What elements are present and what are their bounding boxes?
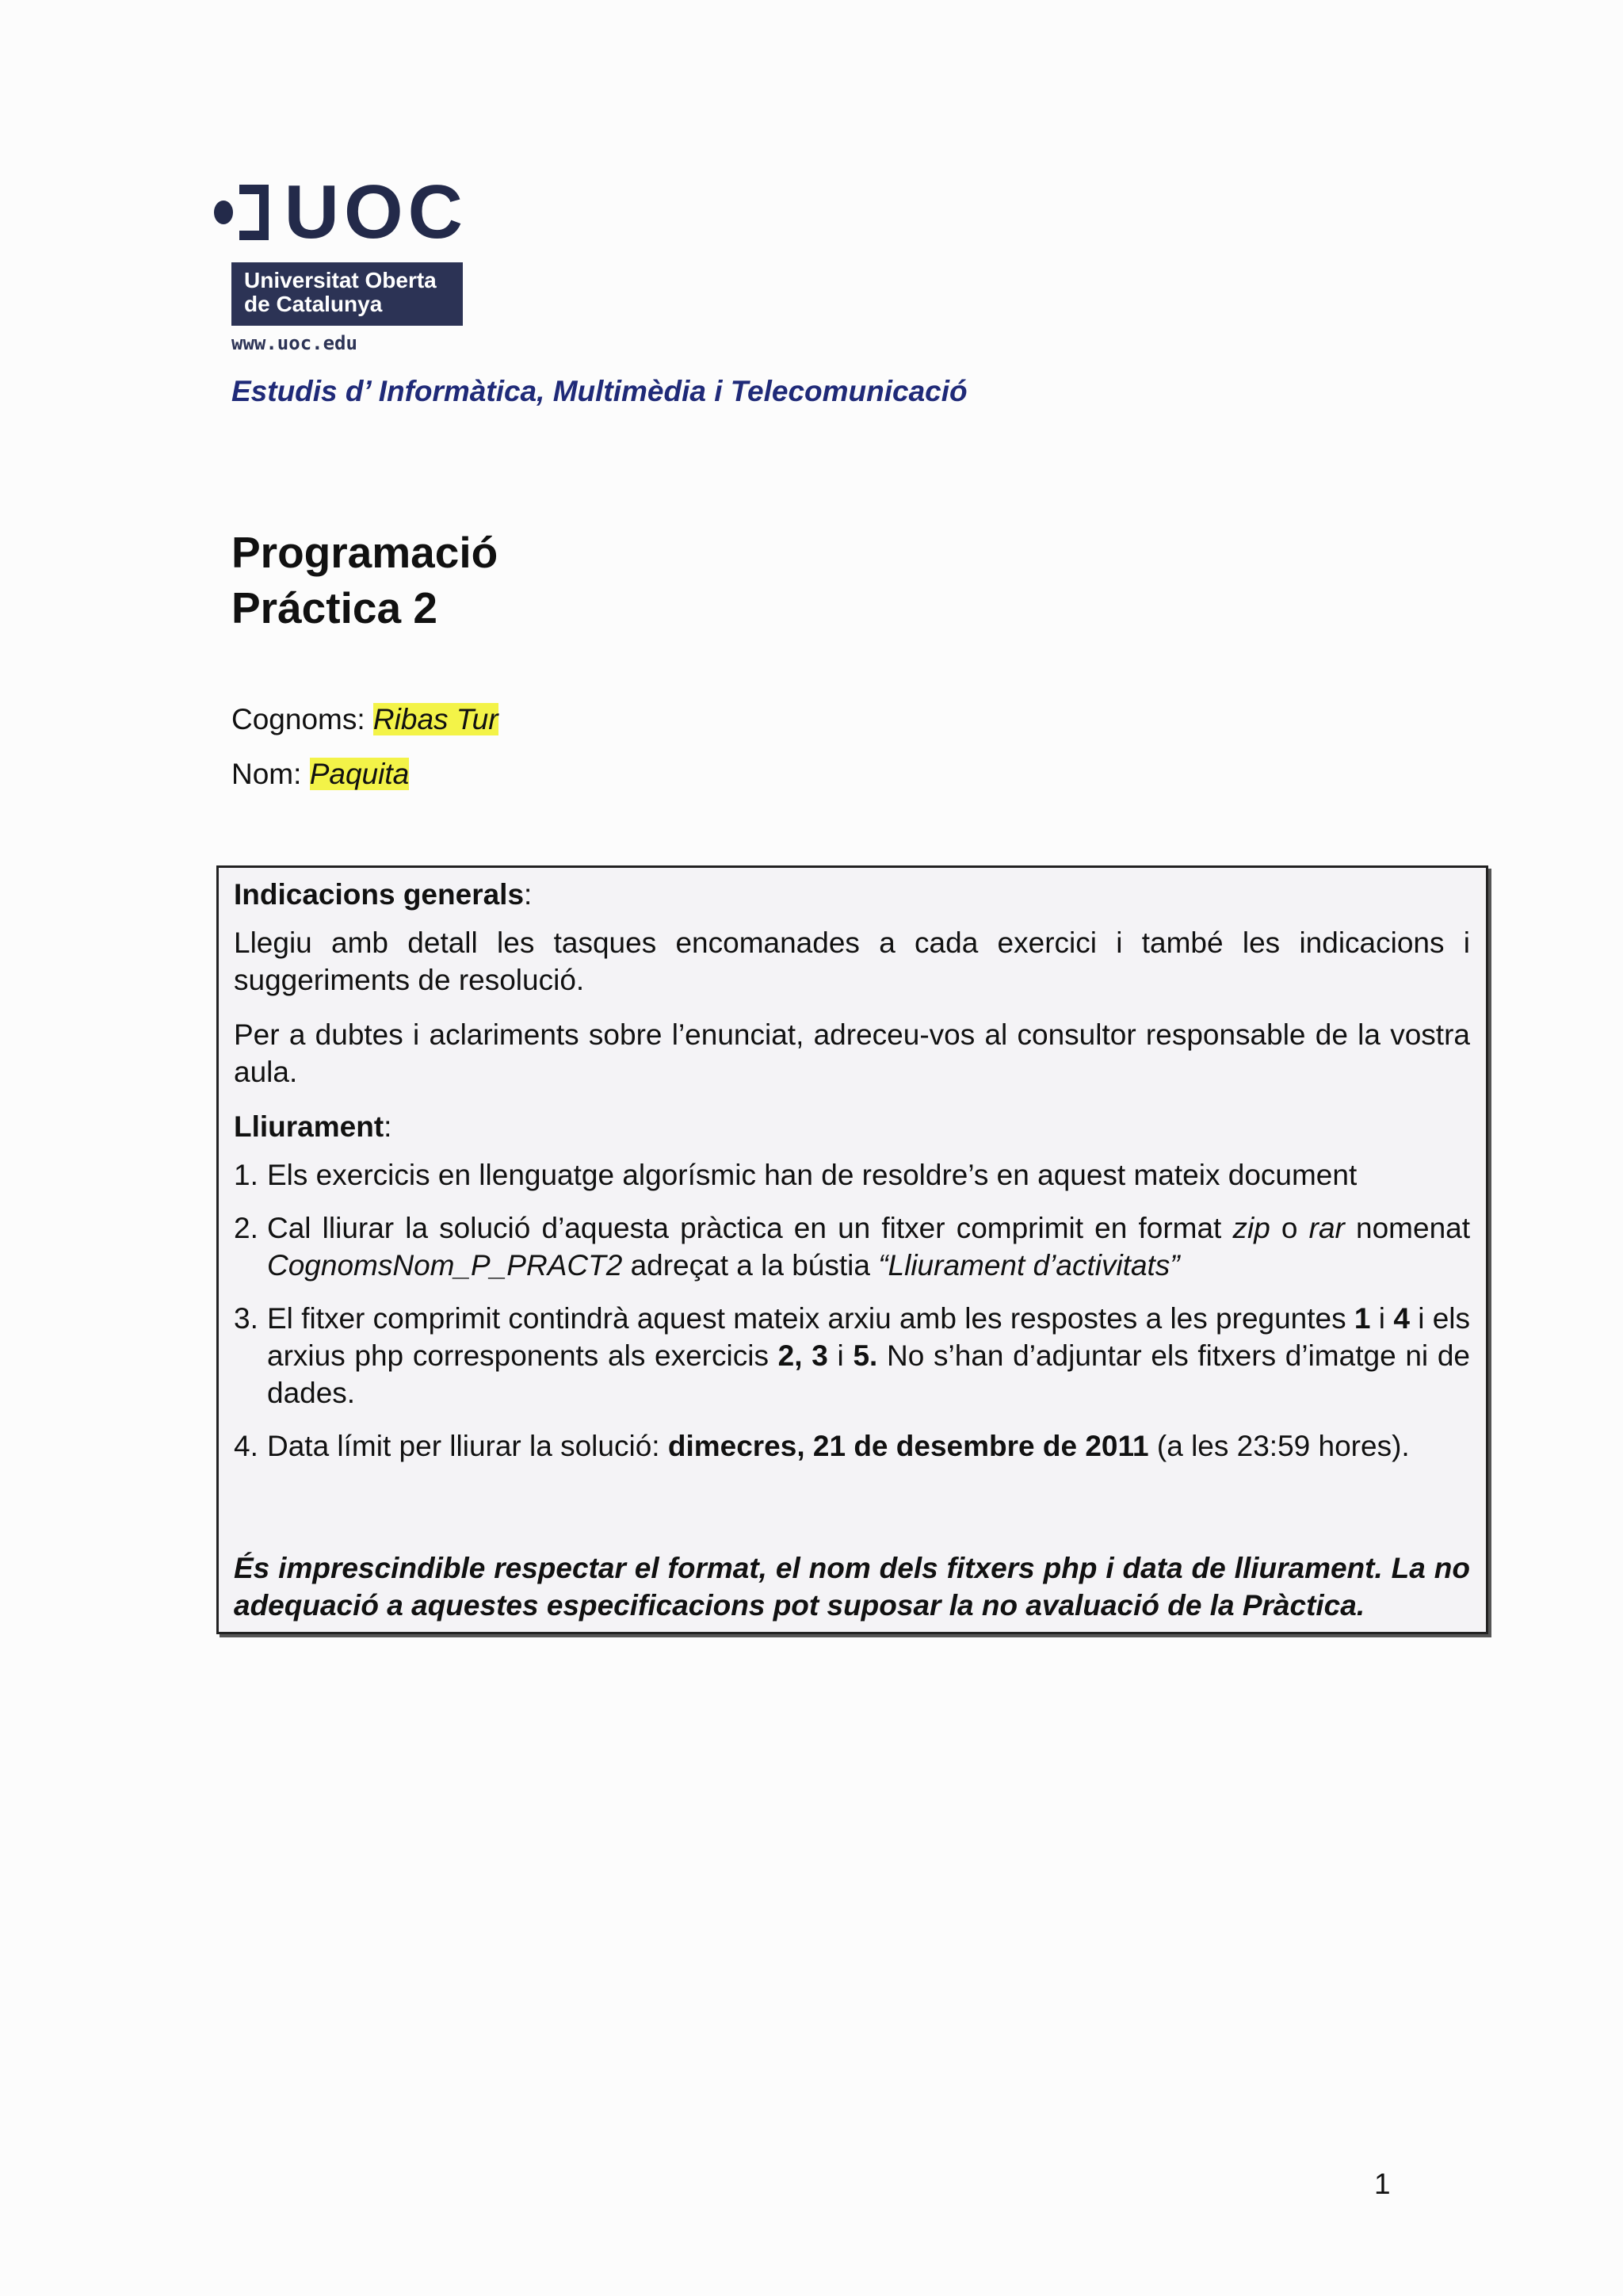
delivery-item-3: 3. El fitxer comprimit contindrà aquest mateix arxiu amb les respostes a les preguntes 1 i 4 i els arxius php corresponents als exercicis 2, 3 i 5. No s’han d’adjuntar els fitxers d’imatge ni de dades. [234, 1302, 1471, 1409]
general-paragraph-1: Llegiu amb detall les tasques encomanades a cada exercici i també les indicacions i suggeriments de resolució. [234, 926, 1470, 996]
logo-bracket-icon [239, 185, 268, 240]
delivery-item-4: 4. Data límit per lliurar la solució: dimecres, 21 de desembre de 2011 (a les 23:59 hores). [234, 1430, 1410, 1462]
logo-university-name [231, 262, 463, 326]
surname-field [231, 703, 498, 736]
title-subject: Programació [231, 528, 498, 577]
logo-name-line1: Universitat Oberta [244, 268, 437, 292]
general-paragraph-2: Per a dubtes i aclariments sobre l’enunciat, adreceu-vos al consultor responsable de la vostra aula. [234, 1018, 1470, 1088]
page-number: 1 [1374, 2168, 1391, 2200]
delivery-item-1: 1. Els exercicis en llenguatge algorísmic han de resoldre’s en aquest mateix document [234, 1159, 1358, 1191]
surname-value: Ribas Tur [372, 703, 498, 735]
logo-url: www.uoc.edu [231, 332, 357, 354]
logo-dot-icon [214, 201, 233, 224]
delivery-item-2: 2. Cal lliurar la solució d’aquesta pràctica en un fitxer comprimit en format zip o rar nomenat CognomsNom_P_PRACT2 adreçat a la bústia “Lliurament d’activitats” [234, 1212, 1471, 1282]
name-field [231, 758, 409, 791]
instructions-panel [216, 865, 1488, 1634]
general-heading: Indicacions generals: [234, 878, 533, 911]
name-label: Nom: [231, 758, 302, 790]
uoc-logo-mark [214, 170, 468, 254]
logo-name-line2: de Catalunya [244, 292, 383, 316]
important-note: És imprescindible respectar el format, el nom dels fitxers php i data de lliurament. La no adequació a aquestes especificacions pot suposar la no avaluació de la Pràctica. [234, 1552, 1470, 1622]
title-practice: Práctica 2 [231, 583, 437, 632]
faculty-heading: Estudis d’ Informàtica, Multimèdia i Telecomunicació [231, 375, 968, 407]
uoc-logo [214, 170, 468, 354]
surname-label: Cognoms: [231, 703, 365, 735]
logo-letters: UOC [284, 170, 468, 254]
delivery-heading: Lliurament: [234, 1110, 392, 1143]
name-value: Paquita [309, 758, 410, 790]
document-title [231, 525, 498, 636]
